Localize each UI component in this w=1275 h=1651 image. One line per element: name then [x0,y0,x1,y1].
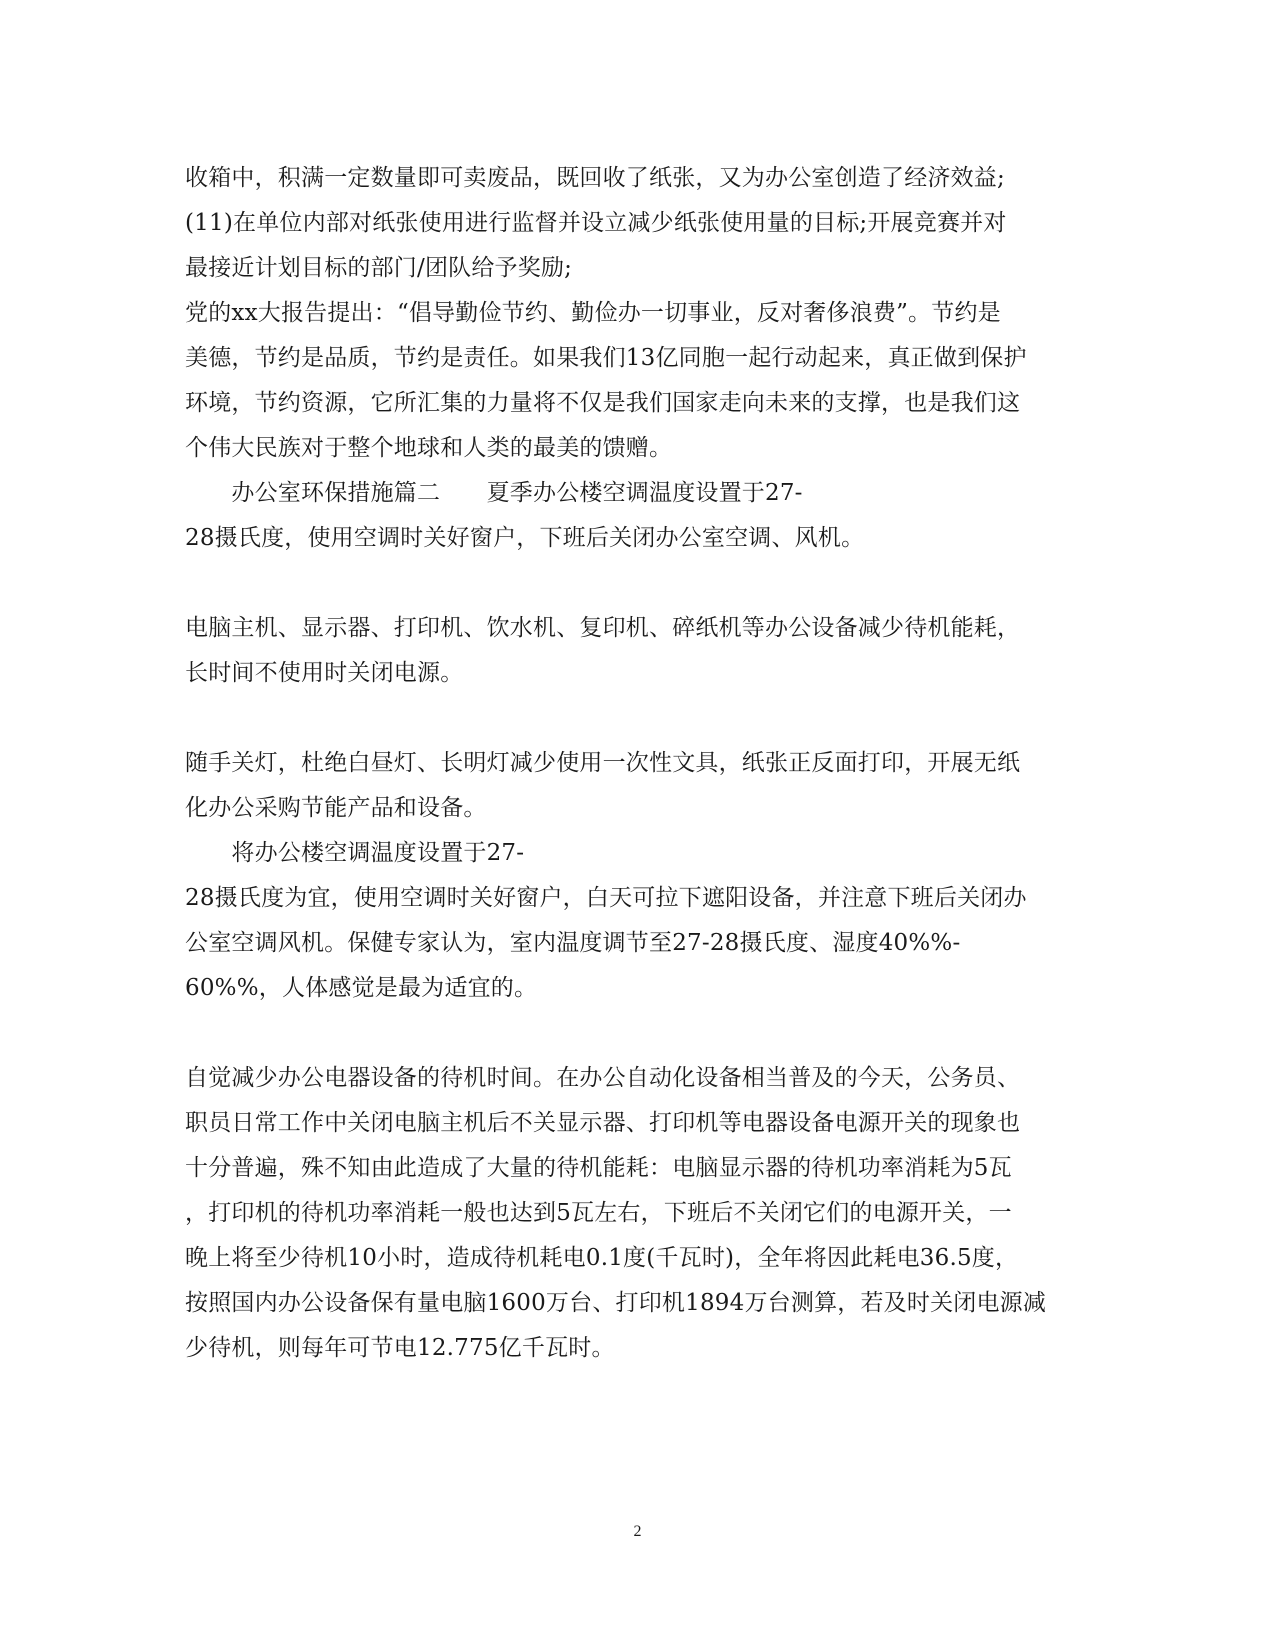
text-line-16: 公室空调风机。保健专家认为，室内温度调节至27-28摄氏度、湿度40%%- [185,930,961,956]
text-line-3: 最接近计划目标的部门/团队给予奖励; [185,255,573,281]
text-line-4: 党的xx大报告提出：“倡导勤俭节约、勤俭办一切事业，反对奢侈浪费”。节约是 [185,300,1001,326]
text-line-14: 将办公楼空调温度设置于27- [185,840,525,866]
text-line-7: 个伟大民族对于整个地球和人类的最美的馈赠。 [185,435,673,461]
text-line-12: 随手关灯，杜绝白昼灯、长明灯减少使用一次性文具，纸张正反面打印，开展无纸 [185,750,1021,776]
text-line-20: 十分普遍，殊不知由此造成了大量的待机能耗：电脑显示器的待机功率消耗为5瓦 [185,1155,1012,1181]
text-line-5: 美德，节约是品质，节约是责任。如果我们13亿同胞一起行动起来，真正做到保护 [185,345,1027,371]
text-line-24: 少待机，则每年可节电12.775亿千瓦时。 [185,1335,615,1361]
text-line-15: 28摄氏度为宜，使用空调时关好窗户，白天可拉下遮阳设备，并注意下班后关闭办 [185,885,1027,911]
text-line-10: 电脑主机、显示器、打印机、饮水机、复印机、碎纸机等办公设备减少待机能耗， [185,615,1021,641]
text-line-13: 化办公采购节能产品和设备。 [185,795,487,821]
text-line-17: 60%%，人体感觉是最为适宜的。 [185,975,538,1001]
text-line-1: 收箱中，积满一定数量即可卖废品，既回收了纸张，又为办公室创造了经济效益; [185,165,1005,191]
text-line-2: (11)在单位内部对纸张使用进行监督并设立减少纸张使用量的目标;开展竞赛并对 [185,210,1007,236]
text-line-21: ，打印机的待机功率消耗一般也达到5瓦左右，下班后不关闭它们的电源开关，一 [185,1200,1012,1226]
text-line-23: 按照国内办公设备保有量电脑1600万台、打印机1894万台测算，若及时关闭电源减 [185,1290,1047,1316]
text-line-19: 职员日常工作中关闭电脑主机后不关显示器、打印机等电器设备电源开关的现象也 [185,1110,1021,1136]
text-line-18: 自觉减少办公电器设备的待机时间。在办公自动化设备相当普及的今天，公务员、 [185,1065,1021,1091]
text-line-22: 晚上将至少待机10小时，造成待机耗电0.1度(千瓦时)，全年将因此耗电36.5度， [185,1245,1019,1271]
text-line-9: 28摄氏度，使用空调时关好窗户，下班后关闭办公室空调、风机。 [185,525,865,551]
page-number: 2 [633,1523,642,1540]
section-heading-line: 办公室环保措施篇二 夏季办公楼空调温度设置于27- [185,480,803,506]
text-line-6: 环境，节约资源，它所汇集的力量将不仅是我们国家走向未来的支撑，也是我们这 [185,390,1021,416]
text-line-11: 长时间不使用时关闭电源。 [185,660,464,686]
